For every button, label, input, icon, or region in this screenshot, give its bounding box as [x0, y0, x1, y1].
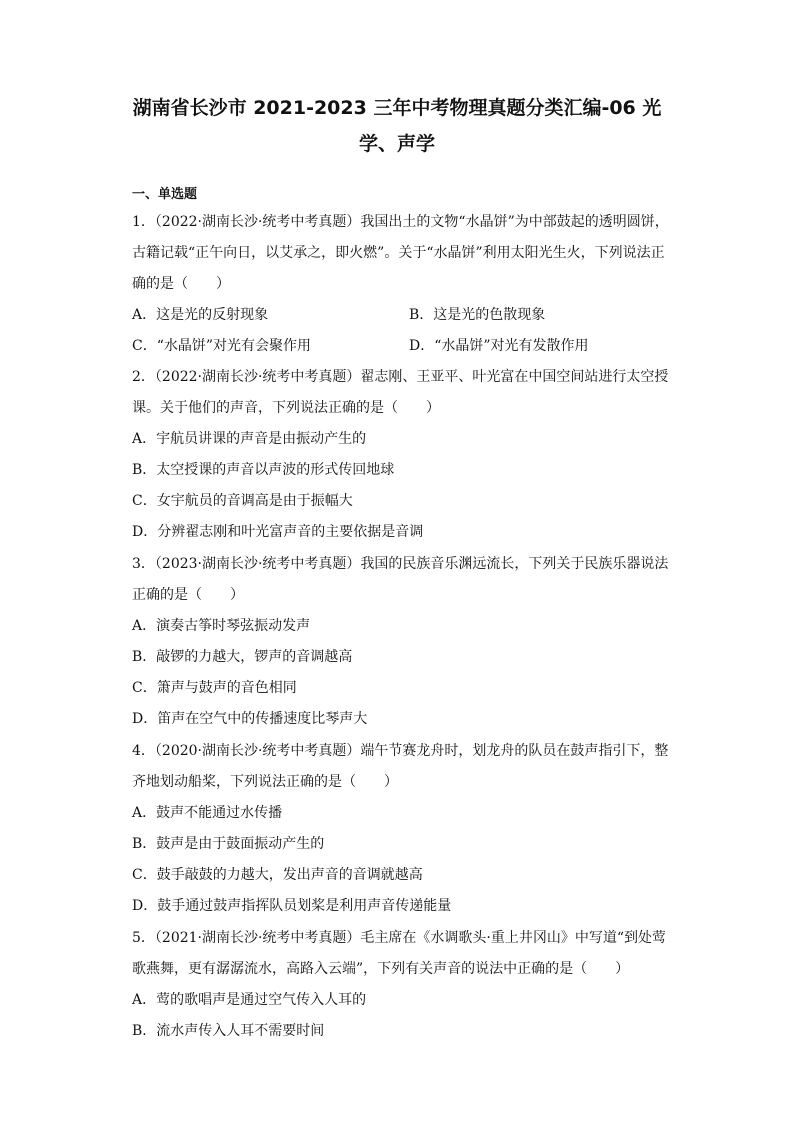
- document-title-line-1: 湖南省长沙市 2021-2023 三年中考物理真题分类汇编-06 光: [132, 97, 662, 119]
- question-2-option-b: B．太空授课的声音以声波的形式传回地球: [132, 462, 395, 478]
- question-4-line-2: 齐地划动船桨，下列说法正确的是（ ）: [132, 774, 398, 790]
- question-1-option-d: D．“水晶饼”对光有发散作用: [409, 338, 589, 354]
- question-3-line-1: 3．（2023·湖南长沙·统考中考真题）我国的民族音乐渊远流长，下列关于民族乐器说法: [132, 556, 669, 572]
- section-heading: 一、单选题: [132, 187, 198, 202]
- question-3-option-d: D．笛声在空气中的传播速度比琴声大: [132, 711, 368, 727]
- question-1-option-c: C．“水晶饼”对光有会聚作用: [132, 338, 312, 354]
- question-2-option-c: C．女宇航员的音调高是由于振幅大: [132, 493, 353, 509]
- question-1-line-3: 确的是（ ）: [132, 276, 230, 292]
- question-3-option-c: C．箫声与鼓声的音色相同: [132, 680, 297, 696]
- question-1-option-a: A．这是光的反射现象: [132, 307, 269, 323]
- question-1-line-1: 1．（2022·湖南长沙·统考中考真题）我国出土的文物“水晶饼”为中部鼓起的透明圆饼，: [132, 214, 669, 230]
- question-3-option-b: B．敲锣的力越大，锣声的音调越高: [132, 649, 353, 665]
- question-4-line-1: 4．（2020·湖南长沙·统考中考真题）端午节赛龙舟时，划龙舟的队员在鼓声指引下，整: [132, 743, 669, 759]
- question-2-line-1: 2．（2022·湖南长沙·统考中考真题）翟志刚、王亚平、叶光富在中国空间站进行太空授: [132, 369, 669, 385]
- question-4-option-d: D．鼓手通过鼓声指挥队员划桨是利用声音传递能量: [132, 898, 452, 914]
- question-4-option-c: C．鼓手敲鼓的力越大，发出声音的音调就越高: [132, 867, 423, 883]
- question-1-line-2: 古籍记载“正午向日，以艾承之，即火燃”。关于“水晶饼”利用太阳光生火，下列说法正: [132, 245, 665, 261]
- question-1-option-b: B．这是光的色散现象: [409, 307, 546, 323]
- question-2-option-d: D．分辨翟志刚和叶光富声音的主要依据是音调: [132, 524, 424, 540]
- question-3-option-a: A．演奏古筝时琴弦振动发声: [132, 618, 311, 634]
- question-5-line-1: 5．（2021·湖南长沙·统考中考真题）毛主席在《水调歌头·重上井冈山》中写道“到处莺: [132, 930, 667, 946]
- question-5-option-b: B．流水声传入人耳不需要时间: [132, 1023, 325, 1039]
- question-2-option-a: A．宇航员讲课的声音是由振动产生的: [132, 431, 367, 447]
- question-5-line-2: 歌燕舞，更有潺潺流水，高路入云端”，下列有关声音的说法中正确的是（ ）: [132, 961, 630, 977]
- question-5-option-a: A．莺的歌唱声是通过空气传入人耳的: [132, 992, 367, 1008]
- question-2-line-2: 课。关于他们的声音，下列说法正确的是（ ）: [132, 400, 440, 416]
- question-4-option-b: B．鼓声是由于鼓面振动产生的: [132, 836, 325, 852]
- question-4-option-a: A．鼓声不能通过水传播: [132, 805, 283, 821]
- question-3-line-2: 正确的是（ ）: [132, 587, 244, 603]
- document-title-line-2: 学、声学: [358, 133, 435, 155]
